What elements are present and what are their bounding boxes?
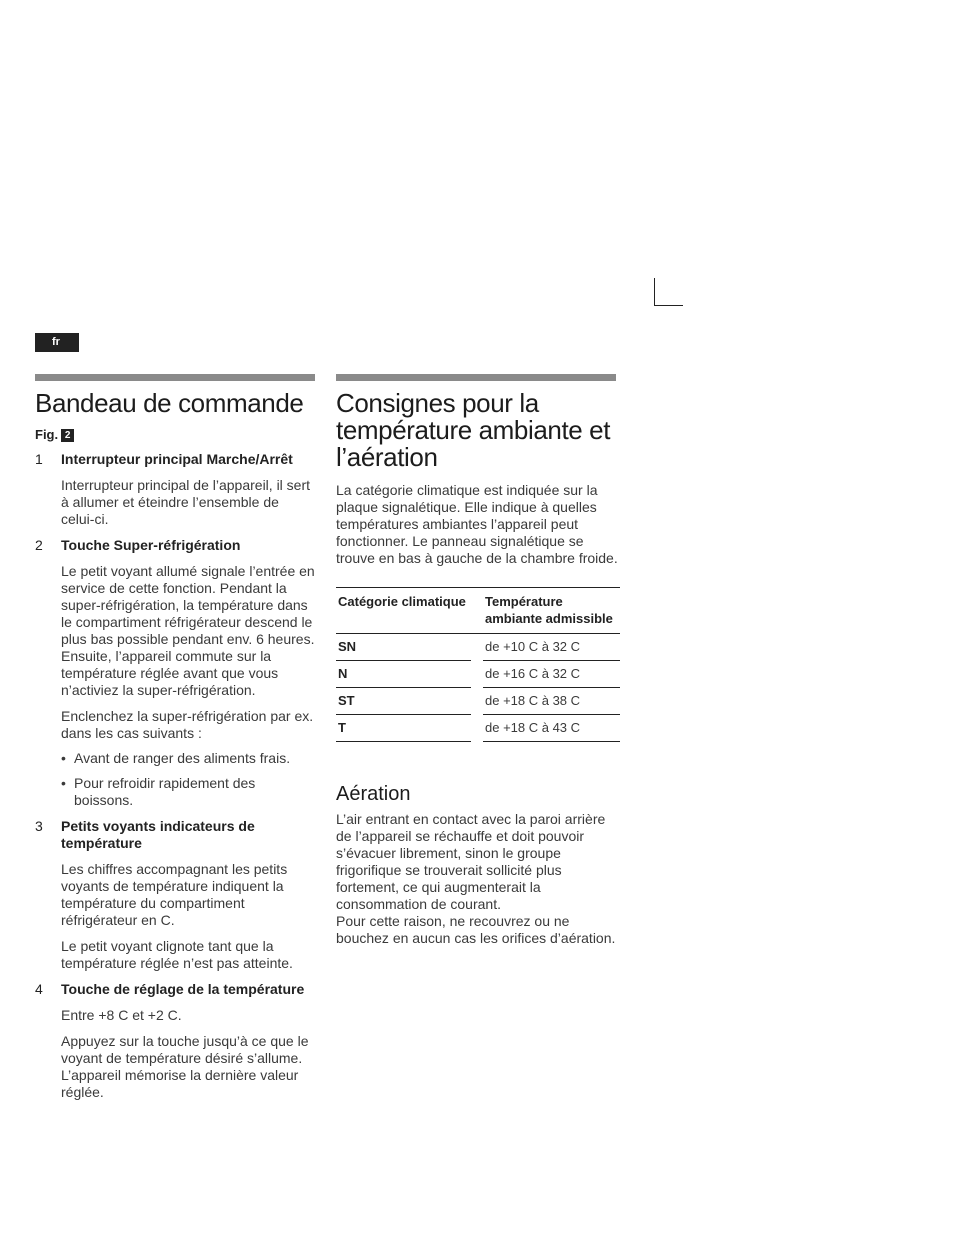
control-item-description: Le petit voyant clignote tant que la température réglée n’est pas atteinte. — [61, 938, 293, 971]
control-item — [35, 537, 315, 809]
control-item-title: Touche Super-réfrigération — [61, 537, 241, 553]
control-item-number: 4 — [35, 981, 43, 997]
table-header-gap — [471, 588, 483, 634]
control-item-description: Enclenchez la super-réfrigération par ex. dans les cas suivants : — [61, 708, 314, 741]
figure-label: Fig. — [35, 427, 59, 442]
intro-paragraph: La catégorie climatique est indiquée sur la plaque signalétique. Elle indique à quelles températures ambiantes l’appareil peut fonctionner. Le panneau signalétique se trouve en bas à gauche de la chambre froide. — [336, 482, 618, 566]
section-title: Consignes pour la température ambiante et l’aération — [336, 388, 611, 472]
bullet-list — [61, 750, 315, 809]
bullet-item: • Avant de ranger des aliments frais. — [61, 750, 315, 767]
climate-class-table — [336, 587, 620, 742]
climate-class-cell: ST — [336, 688, 471, 715]
control-item-description: Appuyez sur la touche jusqu’à ce que le voyant de température désiré s’allume. L’appareil mémorise la dernière valeur réglée. — [61, 1033, 309, 1100]
bullet-item: • Pour refroidir rapidement des boissons. — [61, 775, 315, 809]
table-row — [336, 688, 620, 715]
table-gap-cell — [471, 688, 483, 715]
control-item — [35, 451, 315, 528]
control-item-heading — [35, 537, 315, 554]
section-title: Bandeau de commande — [35, 388, 304, 418]
control-item-description: Entre +8 C et +2 C. — [61, 1007, 182, 1023]
climate-class-cell: N — [336, 661, 471, 688]
table-gap-cell — [471, 661, 483, 688]
control-item — [35, 981, 315, 1101]
control-item-number: 3 — [35, 818, 43, 834]
language-tag: fr — [35, 333, 79, 352]
table-header-temperature: Température ambiante admissible — [483, 588, 620, 634]
table-row — [336, 715, 620, 742]
control-item-number: 2 — [35, 537, 43, 553]
control-item-description: Interrupteur principal de l’appareil, il sert à allumer et éteindre l’ensemble de celui-ci. — [61, 477, 311, 527]
aeration-title: Aération — [336, 783, 411, 805]
control-item-title: Touche de réglage de la température — [61, 981, 305, 997]
control-item-number: 1 — [35, 451, 43, 467]
figure-reference — [35, 427, 315, 442]
control-item — [35, 818, 315, 972]
control-item-heading — [35, 451, 315, 468]
table-gap-cell — [471, 715, 483, 742]
temperature-range-cell: de +16 C à 32 C — [483, 661, 620, 688]
control-item-heading — [35, 981, 315, 998]
crop-mark — [654, 278, 683, 306]
temperature-range-cell: de +10 C à 32 C — [483, 634, 620, 661]
aeration-paragraph: Pour cette raison, ne recouvrez ou ne bouchez en aucun cas les orifices d’aération. — [336, 913, 616, 946]
section-rule — [35, 374, 315, 381]
temperature-range-cell: de +18 C à 43 C — [483, 715, 620, 742]
table-gap-cell — [471, 634, 483, 661]
figure-number: 2 — [61, 429, 74, 442]
control-list — [35, 451, 315, 1101]
temperature-range-cell: de +18 C à 38 C — [483, 688, 620, 715]
control-item-description: Les chiffres accompagnant les petits voyants de température indiquent la température du compartiment réfrigérateur en C. — [61, 861, 288, 928]
table-row — [336, 634, 620, 661]
climate-class-cell: SN — [336, 634, 471, 661]
control-item-description: Le petit voyant allumé signale l’entrée en service de cette fonction. Pendant la super-réfrigération, la température dans le compartiment réfrigérateur descend le plus bas possible pendant env. 6 heures. Ensuite, l’appareil commute sur la température réglée avant que vous n’activiez la super-réfrigération. — [61, 563, 315, 698]
control-item-heading — [35, 818, 315, 852]
control-item-title: Petits voyants indicateurs de température — [61, 818, 255, 851]
aeration-text — [336, 811, 620, 947]
table-row — [336, 661, 620, 688]
climate-class-cell: T — [336, 715, 471, 742]
table-header-category: Catégorie climatique — [336, 588, 471, 634]
aeration-paragraph: L’air entrant en contact avec la paroi arrière de l’appareil se réchauffe et doit pouvoir s’évacuer librement, sinon le groupe frigorifique se trouverait sollicité plus fortement, ce qui augmenterait la consommation de courant. — [336, 811, 606, 912]
control-panel-section — [35, 374, 315, 1101]
ambient-temperature-section — [336, 374, 620, 947]
section-rule — [336, 374, 616, 381]
control-item-title: Interrupteur principal Marche/Arrêt — [61, 451, 293, 467]
